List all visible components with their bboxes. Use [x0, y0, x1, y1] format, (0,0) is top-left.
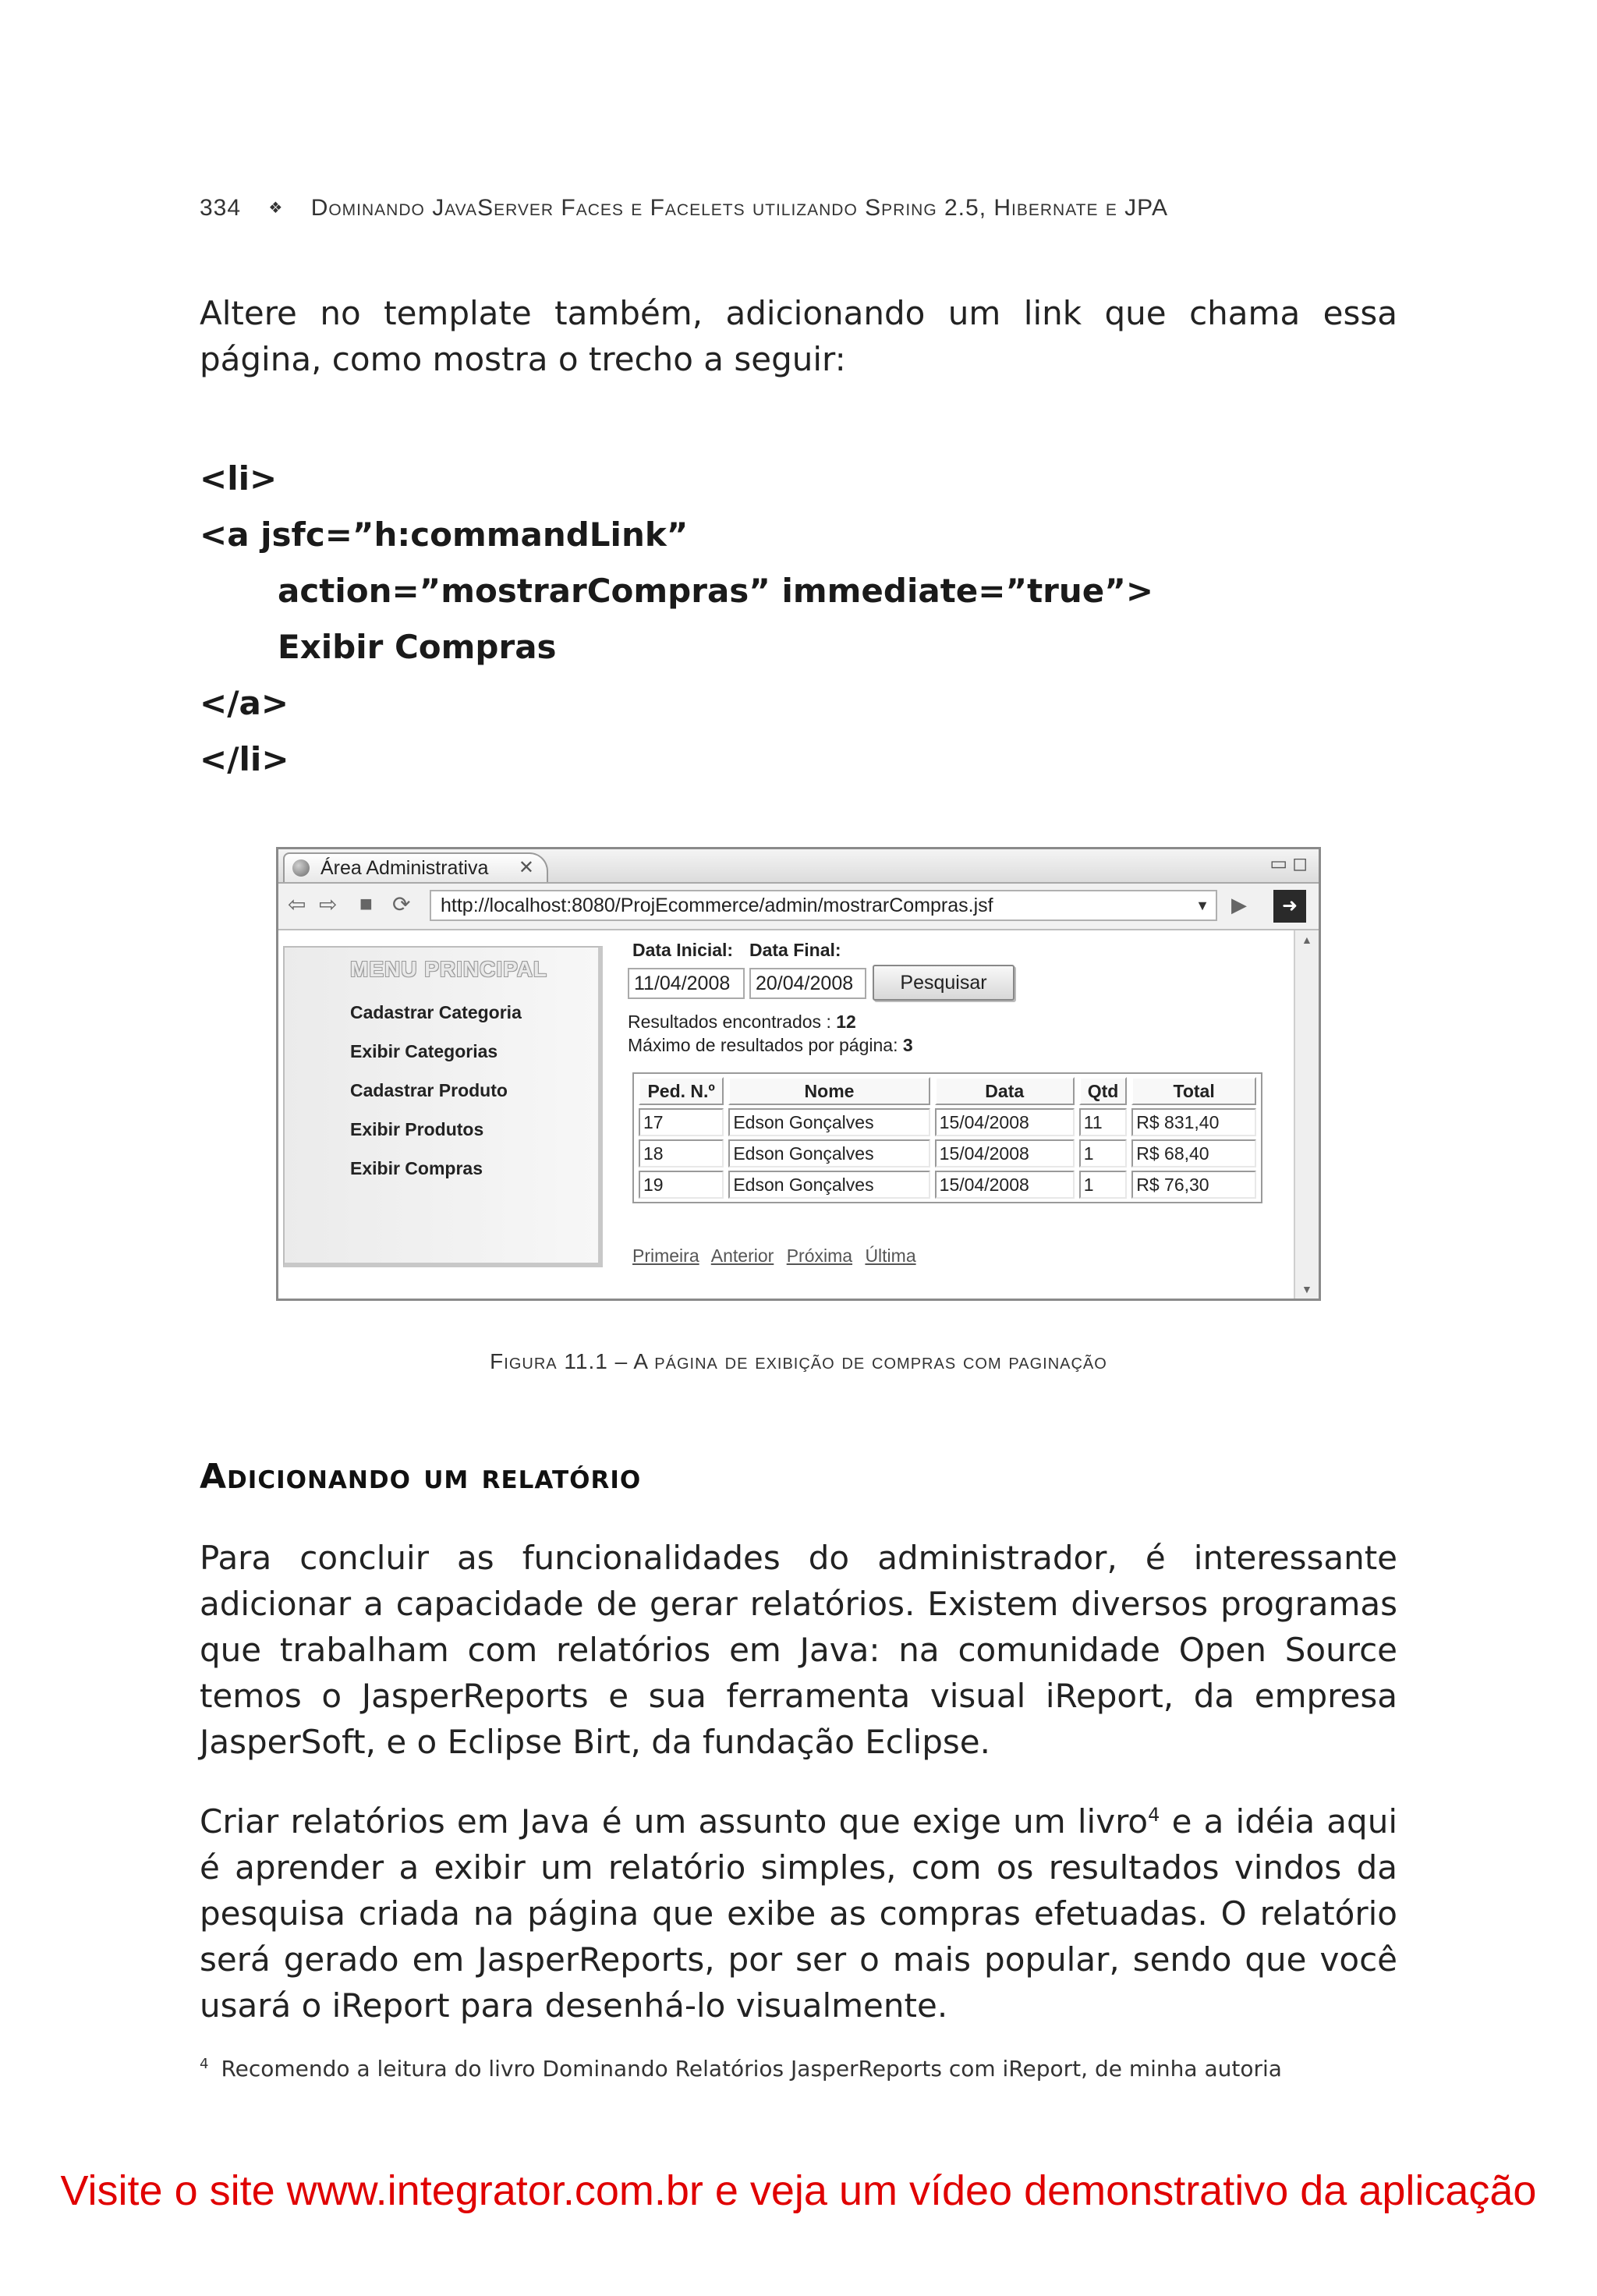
pesquisar-button[interactable]: Pesquisar [873, 965, 1015, 1001]
code-line: <a jsfc=”h:commandLink” [200, 516, 689, 554]
table-cell: 17 [639, 1108, 724, 1136]
footnote-reference: 4 [1148, 1804, 1160, 1826]
table-cell: 1 [1079, 1139, 1127, 1167]
table-row [639, 1171, 1256, 1199]
window-controls[interactable]: ▭◻ [1269, 853, 1312, 874]
code-snippet [200, 451, 1153, 788]
stop-icon[interactable]: ■ [359, 891, 373, 916]
table-cell: R$ 76,30 [1131, 1171, 1256, 1199]
table-cell: 15/04/2008 [935, 1171, 1075, 1199]
column-header: Total [1131, 1077, 1256, 1105]
column-header: Data [935, 1077, 1075, 1105]
browser-screenshot [276, 847, 1321, 1301]
pager-previous-link[interactable]: Anterior [710, 1245, 774, 1266]
menu-item-exibir-categorias[interactable]: Exibir Categorias [350, 1041, 498, 1061]
scroll-down-icon[interactable]: ▼ [1301, 1283, 1312, 1295]
pager-first-link[interactable]: Primeira [632, 1245, 699, 1266]
separator-icon: ❖ [268, 200, 284, 217]
promo-banner[interactable]: Visite o site www.integrator.com.br e veja um vídeo demonstrativo da aplicação [60, 2167, 1537, 2214]
table-cell: R$ 68,40 [1131, 1139, 1256, 1167]
url-input[interactable] [430, 890, 1217, 921]
tab-title: Área Administrativa [320, 857, 489, 879]
code-line: <li> [200, 459, 278, 498]
code-line: action=”mostrarCompras” immediate=”true”> [278, 572, 1154, 610]
globe-icon [292, 859, 310, 877]
main-menu [283, 946, 603, 1267]
code-line: Exibir Compras [278, 628, 557, 666]
table-cell: 19 [639, 1171, 724, 1199]
paragraph-1: Para concluir as funcionalidades do administrador, é interessante adicionar a capacidade de gerar relatórios. Existem diversos programas que trabalham com relatórios em Java: na comunidade Open Source temos o JasperReports e sua ferramenta visual iReport, da empresa JasperSoft, e o Eclipse Birt, da fundação Eclipse. [200, 1539, 1397, 1761]
section-heading: Adicionando um relatório [200, 1457, 642, 1497]
table-cell: Edson Gonçalves [728, 1171, 930, 1199]
pagination [632, 1245, 924, 1267]
vertical-scrollbar[interactable] [1294, 930, 1319, 1299]
data-final-input[interactable]: 20/04/2008 [749, 968, 866, 999]
forward-icon[interactable]: ⇨ [319, 892, 338, 916]
results-info [628, 1012, 856, 1033]
footnote-text: Recomendo a leitura do livro Dominando Relatórios JasperReports com iReport, de minha autoria [221, 2056, 1282, 2082]
refresh-icon[interactable]: ⟳ [392, 892, 411, 916]
paragraph-2-end: e a idéia aqui é aprender a exibir um relatório simples, com os resultados vindos da pesquisa criada na página que exibe as compras efetuadas. O relatório será gerado em JasperReports, por ser o mais popular, sendo que você usará o iReport para desenhá-lo visualmente. [200, 1802, 1397, 2025]
back-icon[interactable]: ⇦ [288, 892, 306, 916]
table-cell: 1 [1079, 1171, 1127, 1199]
table-cell: Edson Gonçalves [728, 1108, 930, 1136]
tab-bar [278, 849, 1319, 884]
menu-item-exibir-produtos[interactable]: Exibir Produtos [350, 1119, 484, 1139]
table-row [639, 1108, 1256, 1136]
paragraph-2 [200, 1798, 1397, 2028]
table-row [639, 1139, 1256, 1167]
column-header: Ped. N.º [639, 1077, 724, 1105]
browser-tab[interactable] [283, 852, 548, 882]
go-icon[interactable]: ▶ [1231, 893, 1247, 916]
pager-last-link[interactable]: Última [865, 1245, 916, 1266]
max-results-count: 3 [902, 1035, 913, 1055]
footnote [200, 2056, 1282, 2082]
eclipse-icon[interactable]: ➜ [1273, 890, 1306, 923]
footnote-number: 4 [200, 2056, 209, 2072]
table-cell: 11 [1079, 1108, 1127, 1136]
search-form [625, 930, 1295, 1297]
page-content [278, 930, 1292, 1297]
column-header: Qtd [1079, 1077, 1127, 1105]
table-header-row [639, 1077, 1256, 1105]
figure-caption: Figura 11.1 – A página de exibição de compras com paginação [490, 1349, 1107, 1373]
menu-title: MENU PRINCIPAL [350, 957, 548, 981]
data-final-label: Data Final: [749, 940, 841, 960]
table-cell: R$ 831,40 [1131, 1108, 1256, 1136]
book-title: Dominando JavaServer Faces e Facelets utilizando Spring 2.5, Hibernate e JPA [310, 195, 1168, 221]
table-cell: Edson Gonçalves [728, 1139, 930, 1167]
pager-next-link[interactable]: Próxima [786, 1245, 853, 1266]
code-line: </a> [200, 684, 289, 722]
address-bar [278, 884, 1319, 930]
table-cell: 15/04/2008 [935, 1139, 1075, 1167]
page-number: 334 [200, 195, 242, 221]
results-count: 12 [836, 1012, 856, 1032]
code-line: </li> [200, 740, 289, 778]
menu-item-cadastrar-categoria[interactable]: Cadastrar Categoria [350, 1002, 522, 1022]
column-header: Nome [728, 1077, 930, 1105]
scroll-up-icon[interactable]: ▲ [1301, 934, 1312, 946]
orders-table [632, 1072, 1262, 1203]
table-cell: 18 [639, 1139, 724, 1167]
data-inicial-label: Data Inicial: [632, 940, 734, 960]
intro-paragraph: Altere no template também, adicionando um link que chama essa página, como mostra o trecho a seguir: [200, 294, 1397, 378]
menu-item-cadastrar-produto[interactable]: Cadastrar Produto [350, 1080, 508, 1100]
url-text: http://localhost:8080/ProjEcommerce/admin/mostrarCompras.jsf [441, 895, 993, 916]
close-icon[interactable]: ✕ [518, 857, 534, 878]
running-header [200, 195, 1416, 221]
table-cell: 15/04/2008 [935, 1108, 1075, 1136]
paragraph-2-start: Criar relatórios em Java é um assunto que exige um livro [200, 1802, 1149, 1841]
menu-item-exibir-compras[interactable]: Exibir Compras [350, 1158, 483, 1178]
max-results-info [628, 1035, 913, 1056]
data-inicial-input[interactable]: 11/04/2008 [628, 968, 745, 999]
dropdown-icon[interactable]: ▼ [1195, 898, 1209, 913]
results-label: Resultados encontrados : [628, 1012, 837, 1032]
max-results-label: Máximo de resultados por página: [628, 1035, 903, 1055]
